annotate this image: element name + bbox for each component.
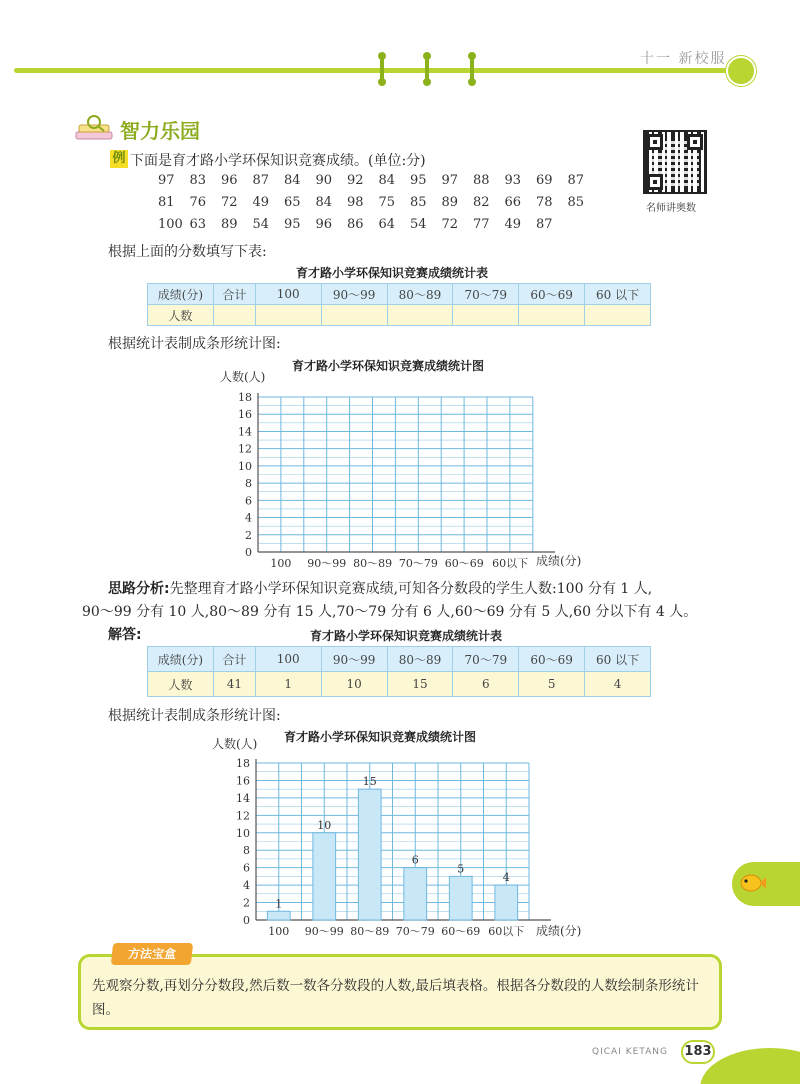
scores-row-1 bbox=[158, 173, 599, 188]
table-header-cell: 90～99 bbox=[321, 647, 387, 672]
bar-chart-blank bbox=[200, 366, 620, 570]
y-tick-label: 12 bbox=[236, 809, 250, 823]
y-tick-label: 16 bbox=[236, 774, 250, 788]
chart-title: 育才路小学环保知识竞赛成绩统计图 bbox=[284, 730, 477, 744]
bar-chart-answer bbox=[200, 734, 620, 940]
table-header-cell: 100 bbox=[255, 284, 321, 305]
table-header-cell: 60 以下 bbox=[585, 284, 651, 305]
y-tick-label: 2 bbox=[243, 896, 250, 910]
table-cell-input[interactable] bbox=[387, 305, 453, 326]
binder-pin bbox=[423, 52, 431, 86]
qr-caption: 名师讲奥数 bbox=[646, 203, 696, 214]
x-tick-label: 90～99 bbox=[307, 557, 347, 570]
score: 54 bbox=[410, 217, 427, 232]
score: 85 bbox=[410, 195, 427, 210]
y-tick-label: 0 bbox=[245, 546, 252, 559]
analysis-label: 思路分析: bbox=[108, 581, 170, 597]
table-cell-input[interactable] bbox=[255, 305, 321, 326]
table-header-cell: 80～89 bbox=[387, 647, 453, 672]
score: 77 bbox=[473, 217, 490, 232]
y-tick-label: 4 bbox=[245, 511, 252, 525]
x-axis-label: 成绩(分) bbox=[536, 924, 582, 938]
table-cell: 5 bbox=[519, 672, 585, 697]
table-cell: 41 bbox=[213, 672, 255, 697]
table-cell-input[interactable] bbox=[321, 305, 387, 326]
data-label: 1 bbox=[275, 897, 283, 911]
score: 72 bbox=[221, 195, 238, 210]
stats-table-answer bbox=[147, 646, 651, 697]
score: 93 bbox=[504, 173, 522, 188]
score: 92 bbox=[347, 173, 364, 188]
table-cell: 4 bbox=[585, 672, 651, 697]
score: 49 bbox=[504, 217, 522, 232]
table-header-cell: 80～89 bbox=[387, 284, 453, 305]
score: 87 bbox=[252, 173, 270, 188]
binder-pin bbox=[378, 52, 386, 86]
bar bbox=[449, 876, 472, 920]
score: 82 bbox=[473, 195, 490, 210]
chart-instruction: 根据统计表制成条形统计图: bbox=[108, 708, 281, 724]
corner-decoration bbox=[700, 1048, 800, 1084]
table-cell-input[interactable] bbox=[213, 305, 255, 326]
y-tick-label: 2 bbox=[245, 528, 252, 542]
x-tick-label: 80～89 bbox=[350, 925, 390, 938]
example-badge: 例 bbox=[110, 150, 128, 168]
y-tick-label: 0 bbox=[243, 914, 250, 927]
y-tick-label: 4 bbox=[243, 879, 250, 893]
table-cell-input[interactable] bbox=[585, 305, 651, 326]
footer-brand: QICAI KETANG bbox=[592, 1047, 668, 1057]
x-tick-label: 80～89 bbox=[353, 557, 393, 570]
score: 88 bbox=[473, 173, 490, 188]
table-cell: 1 bbox=[255, 672, 321, 697]
score: 81 bbox=[158, 195, 175, 210]
score: 89 bbox=[221, 217, 238, 232]
x-tick-label: 70～79 bbox=[395, 925, 435, 938]
x-tick-label: 70～79 bbox=[398, 557, 438, 570]
books-icon bbox=[74, 114, 116, 146]
x-axis-label: 成绩(分) bbox=[536, 554, 582, 568]
analysis-text: 先整理育才路小学环保知识竞赛成绩,可知各分数段的学生人数:100 分有 1 人, bbox=[169, 581, 653, 597]
table-header-cell: 合计 bbox=[213, 284, 255, 305]
table-header-cell: 60～69 bbox=[519, 647, 585, 672]
table-row-label: 人数 bbox=[148, 672, 214, 697]
section-title: 智力乐园 bbox=[120, 119, 200, 143]
table-cell: 15 bbox=[387, 672, 453, 697]
stats-table-blank bbox=[147, 283, 651, 326]
page-number: 183 bbox=[681, 1040, 715, 1064]
bar bbox=[313, 833, 336, 920]
y-tick-label: 10 bbox=[238, 459, 252, 473]
table-cell-input[interactable] bbox=[519, 305, 585, 326]
analysis-line-1 bbox=[108, 578, 652, 598]
method-text: 先观察分数,再划分分数段,然后数一数各分数段的人数,最后填表格。根据各分数段的人数绘制条形统计图。 bbox=[92, 978, 699, 1018]
score: 98 bbox=[347, 195, 364, 210]
table-row-label: 人数 bbox=[148, 305, 214, 326]
table-header-cell: 60～69 bbox=[519, 284, 585, 305]
chart-title: 育才路小学环保知识竞赛成绩统计图 bbox=[292, 359, 485, 373]
score: 96 bbox=[315, 217, 333, 232]
table-header-cell: 合计 bbox=[213, 647, 255, 672]
score: 72 bbox=[441, 217, 459, 232]
data-label: 4 bbox=[502, 871, 510, 885]
table-cell: 6 bbox=[453, 672, 519, 697]
fish-icon bbox=[738, 872, 766, 894]
x-tick-label: 60以下 bbox=[488, 925, 525, 938]
score: 64 bbox=[378, 217, 396, 232]
scores-row-2 bbox=[158, 195, 599, 210]
score: 63 bbox=[189, 217, 207, 232]
y-tick-label: 14 bbox=[238, 425, 252, 439]
fill-instruction: 根据上面的分数填写下表: bbox=[108, 244, 267, 260]
table-header-cell: 90～99 bbox=[321, 284, 387, 305]
score: 97 bbox=[441, 173, 459, 188]
table-header-cell: 成绩(分) bbox=[148, 284, 214, 305]
score: 84 bbox=[284, 173, 301, 188]
score: 66 bbox=[504, 195, 522, 210]
data-label: 10 bbox=[317, 818, 332, 832]
score: 54 bbox=[252, 217, 270, 232]
score: 84 bbox=[378, 173, 396, 188]
analysis-line-2: 90～99 分有 10 人,80～89 分有 15 人,70～79 分有 6 人,60～69 分有 5 人,60 分以下有 4 人。 bbox=[82, 604, 698, 620]
example-prompt: 下面是育才路小学环保知识竞赛成绩。(单位:分) bbox=[130, 153, 426, 169]
score: 86 bbox=[347, 217, 364, 232]
x-tick-label: 60～69 bbox=[444, 557, 484, 570]
score: 100 bbox=[158, 217, 183, 232]
x-tick-label: 60以下 bbox=[492, 557, 529, 570]
bar bbox=[495, 885, 518, 920]
x-tick-label: 90～99 bbox=[304, 925, 344, 938]
table-cell-input[interactable] bbox=[453, 305, 519, 326]
y-tick-label: 18 bbox=[238, 391, 252, 404]
y-tick-label: 16 bbox=[238, 408, 252, 422]
score: 76 bbox=[189, 195, 207, 210]
scores-row-3 bbox=[158, 217, 568, 232]
score: 78 bbox=[536, 195, 553, 210]
score: 84 bbox=[315, 195, 333, 210]
y-tick-label: 6 bbox=[245, 494, 252, 508]
table-header-cell: 100 bbox=[255, 647, 321, 672]
table-header-cell: 60 以下 bbox=[585, 647, 651, 672]
score: 87 bbox=[536, 217, 553, 232]
x-tick-label: 60～69 bbox=[441, 925, 481, 938]
bar bbox=[404, 868, 427, 920]
score: 69 bbox=[536, 173, 553, 188]
y-tick-label: 6 bbox=[243, 861, 250, 875]
binder-pin bbox=[468, 52, 476, 86]
solution-label: 解答: bbox=[108, 627, 142, 643]
table-header-cell: 70～79 bbox=[453, 284, 519, 305]
score: 83 bbox=[189, 173, 207, 188]
data-label: 5 bbox=[457, 862, 465, 876]
x-tick-label: 100 bbox=[268, 925, 290, 938]
score: 49 bbox=[252, 195, 270, 210]
score: 97 bbox=[158, 173, 175, 188]
score: 95 bbox=[410, 173, 427, 188]
mascot-icon bbox=[726, 56, 756, 86]
score: 96 bbox=[221, 173, 238, 188]
bar bbox=[267, 911, 290, 920]
x-tick-label: 100 bbox=[270, 557, 292, 570]
score: 75 bbox=[378, 195, 396, 210]
y-axis-label: 人数(人) bbox=[212, 737, 258, 751]
data-label: 6 bbox=[411, 853, 419, 867]
y-tick-label: 10 bbox=[236, 826, 250, 840]
y-tick-label: 8 bbox=[243, 844, 250, 858]
table-header-cell: 成绩(分) bbox=[148, 647, 214, 672]
y-axis-label: 人数(人) bbox=[220, 370, 266, 384]
table-header-cell: 70～79 bbox=[453, 647, 519, 672]
table-title: 育才路小学环保知识竞赛成绩统计表 bbox=[310, 629, 503, 643]
y-tick-label: 8 bbox=[245, 477, 252, 491]
table-cell: 10 bbox=[321, 672, 387, 697]
y-tick-label: 14 bbox=[236, 791, 250, 805]
score: 89 bbox=[441, 195, 459, 210]
y-tick-label: 12 bbox=[238, 442, 252, 456]
score: 65 bbox=[284, 195, 301, 210]
qr-code[interactable] bbox=[643, 130, 707, 194]
score: 85 bbox=[567, 195, 585, 210]
data-label: 15 bbox=[362, 775, 377, 789]
method-tag: 方法宝盒 bbox=[111, 943, 193, 965]
score: 95 bbox=[284, 217, 301, 232]
bar bbox=[358, 789, 381, 920]
chapter-title: 十一 新校服 bbox=[640, 51, 727, 67]
score: 87 bbox=[567, 173, 585, 188]
table-title: 育才路小学环保知识竞赛成绩统计表 bbox=[296, 266, 489, 280]
y-tick-label: 18 bbox=[236, 757, 250, 770]
score: 90 bbox=[315, 173, 333, 188]
chart-instruction: 根据统计表制成条形统计图: bbox=[108, 336, 281, 352]
